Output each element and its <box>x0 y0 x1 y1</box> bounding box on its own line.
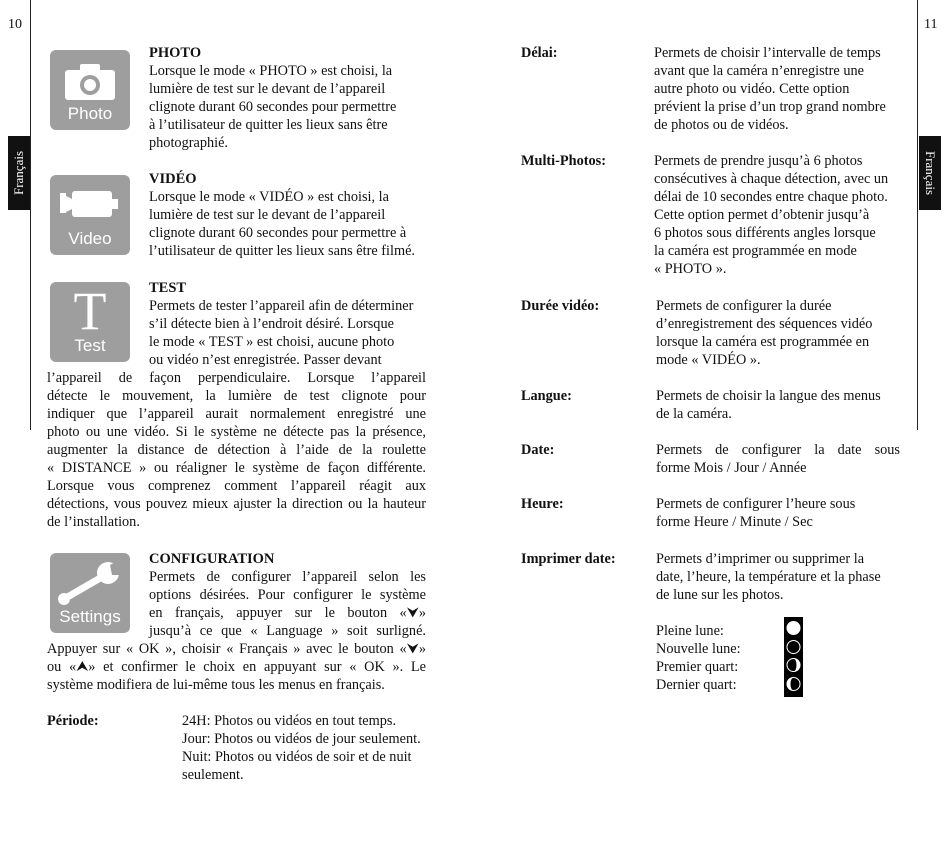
text-line: Permets de configurer la date sous <box>656 442 900 458</box>
text-line: augmenter la distance de détection à l’aide de la roulette <box>47 442 426 458</box>
left-language-tab <box>8 136 30 210</box>
camera-icon <box>50 50 130 110</box>
text-line: Permets de configurer l’heure sous <box>656 496 856 512</box>
duree-video-label: Durée vidéo: <box>521 298 600 314</box>
multi-photos-label: Multi-Photos: <box>521 153 606 169</box>
text-line: « DISTANCE » ou réaligner le système de façon différente. <box>47 460 426 476</box>
text-line: ou «⮝» et confirmer le choix en appuyant sur « OK ». Le <box>47 659 426 675</box>
video-icon-label: Video <box>68 229 112 248</box>
configuration-heading: CONFIGURATION <box>149 551 275 567</box>
video-mode-icon <box>50 175 130 255</box>
text-line: consécutives à chaque détection, avec un <box>654 171 889 187</box>
text-line: de la caméra. <box>656 406 732 422</box>
langue-description <box>656 387 906 423</box>
left-page-rule <box>30 0 31 430</box>
photo-mode-icon <box>50 50 130 130</box>
multi-photos-description <box>654 152 904 278</box>
text-line: Lorsque le mode « VIDÉO » est choisi, la <box>149 189 389 205</box>
text-line: Cette option permet d’obtenir jusqu’à <box>654 207 870 223</box>
photo-text <box>149 62 426 152</box>
imprimer-date-label: Imprimer date: <box>521 551 616 567</box>
moon-phase-name: Dernier quart: <box>656 677 737 693</box>
text-line: mode « VIDÉO ». <box>656 352 761 368</box>
text-line: Jour: Photos ou vidéos de jour seulement. <box>182 731 421 747</box>
right-tab-label: Français <box>923 150 938 196</box>
text-line: seulement. <box>182 767 244 783</box>
moon-phase-list <box>656 622 741 694</box>
video-camera-icon <box>50 175 130 235</box>
video-text <box>149 188 426 260</box>
test-heading: TEST <box>149 280 187 296</box>
text-line: Appuyer sur « OK », choisir « Français » avec le bouton «⮟» <box>47 641 426 657</box>
date-label: Date: <box>521 442 555 458</box>
text-line: Permets d’imprimer ou supprimer la <box>656 551 865 567</box>
text-line: avant que la caméra n’enregistre une <box>654 63 864 79</box>
configuration-text-indented <box>149 568 426 640</box>
text-line: Nuit: Photos ou vidéos de soir et de nuit <box>182 749 412 765</box>
text-line: forme Mois / Jour / Année <box>656 460 807 476</box>
moon-phase-icons <box>784 617 803 697</box>
heure-label: Heure: <box>521 496 564 512</box>
new-moon-icon <box>787 641 800 654</box>
delai-description <box>654 44 904 134</box>
wrench-icon <box>50 553 130 609</box>
text-line: ou vidéo n’est enregistrée. Passer devant <box>149 352 382 368</box>
text-line: d’enregistrement des séquences vidéo <box>656 316 873 332</box>
text-line: délai de 10 secondes entre chaque photo. <box>654 189 888 205</box>
text-line: « PHOTO ». <box>654 261 727 277</box>
text-line: forme Heure / Minute / Sec <box>656 514 813 530</box>
text-line: de photos ou de vidéos. <box>654 117 789 133</box>
text-line: à l’utilisateur de quitter les lieux sans être <box>149 117 388 133</box>
moon-phase-icon-strip <box>784 617 803 697</box>
periode-description <box>182 712 432 784</box>
text-line: photographié. <box>149 135 229 151</box>
text-line: Permets de choisir l’intervalle de temps <box>654 45 881 61</box>
text-line: Permets de prendre jusqu’à 6 photos <box>654 153 863 169</box>
left-page-number: 10 <box>8 17 22 32</box>
langue-label: Langue: <box>521 388 572 404</box>
text-line: photo ou une vidéo. Si le système ne détecte pas la présence, <box>47 424 426 440</box>
text-line: l’utilisateur de quitter les lieux sans être filmé. <box>149 243 416 259</box>
text-line: Permets de choisir la langue des menus <box>656 388 881 404</box>
text-line: options désirées. Pour configurer le système <box>149 587 426 603</box>
test-text-indented <box>149 297 426 369</box>
text-line: clignote durant 60 secondes pour permettre <box>149 99 397 115</box>
moon-phase-name: Premier quart: <box>656 659 739 675</box>
text-line: en français, appuyer sur le bouton «⮟» <box>149 605 426 621</box>
first-quarter-moon-icon <box>787 659 800 672</box>
test-letter-icon: T <box>73 281 107 341</box>
text-line: détecte le mouvement, la lumière de test clignote pour <box>47 388 426 404</box>
text-line: Permets de configurer la durée <box>656 298 832 314</box>
left-tab-label: Français <box>11 150 26 196</box>
moon-phase-name: Pleine lune: <box>656 623 724 639</box>
text-line: de l’installation. <box>47 514 140 530</box>
date-description <box>656 441 900 477</box>
text-line: s’il détecte bien à l’endroit désiré. Lorsque <box>149 316 394 332</box>
test-mode-icon <box>50 282 130 362</box>
text-line: Lorsque le mode « PHOTO » est choisi, la <box>149 63 393 79</box>
right-language-tab <box>919 136 941 210</box>
last-quarter-moon-icon <box>787 678 800 691</box>
text-line: Lorsque vous comprenez comment l’appareil réagit aux <box>47 478 426 494</box>
video-heading: VIDÉO <box>149 171 197 187</box>
text-line: 24H: Photos ou vidéos en tout temps. <box>182 713 397 729</box>
text-line: jusqu’à ce que « Language » soit surligné. <box>149 623 426 639</box>
delai-label: Délai: <box>521 45 558 61</box>
text-line: de lune sur les photos. <box>656 587 784 603</box>
photo-icon-label: Photo <box>67 104 113 123</box>
text-line: indiquer que l’appareil aurait normalement enregistré une <box>47 406 426 422</box>
text-line: lumière de test sur le devant de l’appareil <box>149 207 386 223</box>
text-line: clignote durant 60 secondes pour permettre à <box>149 225 407 241</box>
text-line: la caméra est programmée en mode <box>654 243 857 259</box>
duree-video-description <box>656 297 906 369</box>
right-page-number: 11 <box>924 17 938 32</box>
configuration-text-full <box>47 640 426 694</box>
text-line: prévient la prise d’un trop grand nombre <box>654 99 886 115</box>
text-line: l’appareil de façon perpendiculaire. Lorsque l’appareil <box>47 370 426 386</box>
settings-icon-label: Settings <box>59 607 121 626</box>
full-moon-icon <box>787 621 801 635</box>
settings-mode-icon <box>50 553 130 633</box>
moon-phase-name: Nouvelle lune: <box>656 641 741 657</box>
photo-heading: PHOTO <box>149 45 202 61</box>
text-line: Permets de configurer l’appareil selon les <box>149 569 426 585</box>
text-line: date, l’heure, la température et la phase <box>656 569 881 585</box>
right-page-rule <box>917 0 918 430</box>
text-line: autre photo ou vidéo. Cette option <box>654 81 850 97</box>
periode-label: Période: <box>47 713 99 729</box>
text-line: Permets de tester l’appareil afin de déterminer <box>149 298 414 314</box>
imprimer-date-description <box>656 550 906 604</box>
heure-description <box>656 495 906 531</box>
text-line: le mode « TEST » est choisi, aucune photo <box>149 334 395 350</box>
test-text-full <box>47 369 426 531</box>
text-line: détections, vous pouvez mieux ajuster la direction ou la hauteur <box>47 496 426 512</box>
text-line: lumière de test sur le devant de l’appareil <box>149 81 386 97</box>
text-line: lorsque la caméra est programmée en <box>656 334 870 350</box>
test-icon-label: Test <box>74 336 106 355</box>
text-line: 6 photos sous différents angles lorsque <box>654 225 876 241</box>
text-line: système modifiera de lui-même tous les menus en français. <box>47 677 385 693</box>
